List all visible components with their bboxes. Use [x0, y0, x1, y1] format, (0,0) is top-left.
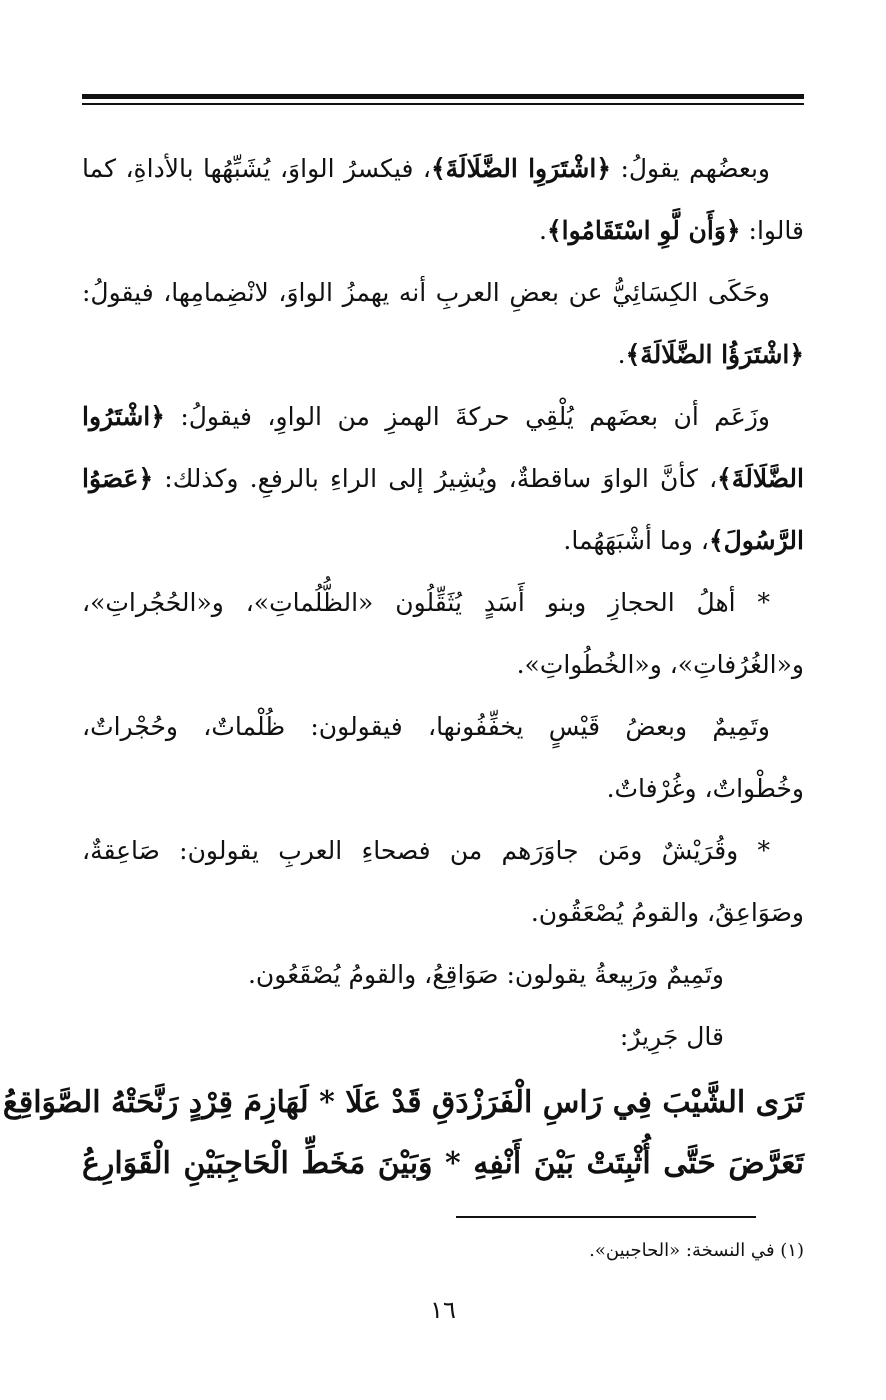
quran-quote: ﴿اشْتَرُوا الضَّلَالَةَ﴾ [82, 402, 804, 493]
poem-verse-2: تَعَرَّضَ حَتَّى أُثْبِتَتْ بَيْنَ أَنْفِهِ * وَبَيْنَ مَخَطِّ الْحَاجِبَيْنِ الْقَوَارِعُ [82, 1146, 804, 1181]
quran-quote: ﴿عَصَوُا الرَّسُولَ﴾ [82, 464, 804, 555]
text-segment: وتَمِيمٌ وبعضُ قَيْسٍ يخفِّفُونها، فيقولون: ظُلْماتٌ، وحُجْراتٌ، وخُطْواتٌ، وغُرْفاتٌ. [82, 712, 804, 803]
paragraph [82, 572, 804, 696]
text-segment: قال جَرِيرٌ: [619, 1022, 724, 1051]
footnote: (١) في النسخة: «الحاجبين». [589, 1240, 804, 1261]
text-segment: وبعضُهم يقولُ: [610, 154, 770, 183]
poem-verse-1: تَرَى الشَّيْبَ فِي رَاسِ الْفَرَزْدَقِ قَدْ عَلَا * لَهَازِمَ قِرْدٍ رَنَّحَتْهُ الصَّوَاقِعُ [2, 1085, 804, 1120]
paragraph [82, 1006, 804, 1068]
paragraph [82, 820, 804, 944]
quran-quote: ﴿اشْتَرَوِا الضَّلَالَةَ﴾ [431, 154, 611, 183]
quran-quote: ﴿اشْتَرَؤُا الضَّلَالَةَ﴾ [625, 340, 804, 369]
text-segment: . [617, 340, 626, 369]
text-segment: ، كأنَّ الواوَ ساقطةٌ، ويُشِيرُ إلى الراءِ بالرفعِ. وكذلك: [153, 464, 718, 493]
footnote-separator [456, 1216, 756, 1218]
paragraph [82, 696, 804, 820]
text-segment: ، فيكسرُ الواوَ، يُشَبِّهُها بالأداةِ، كما قالوا: [82, 154, 804, 245]
text-segment: وزَعَم أن بعضَهم يُلْقِي حركةَ الهمزِ من الواوِ، فيقولُ: [164, 402, 770, 431]
paragraph [82, 262, 804, 386]
text-segment: * وقُرَيْشٌ ومَن جاوَرَهم من فصحاءِ العربِ يقولون: صَاعِقةٌ، وصَوَاعِقُ، والقومُ يُصْعَقُون. [82, 836, 804, 927]
main-text [82, 138, 804, 1068]
paragraph [82, 944, 804, 1006]
text-segment: * أهلُ الحجازِ وبنو أَسَدٍ يُثَقِّلُون «الظُّلُماتِ»، و«الحُجُراتِ»، و«الغُرُفاتِ»، و«الخُطُواتِ». [82, 588, 804, 679]
text-segment: وحَكَى الكِسَائِيُّ عن بعضِ العربِ أنه يهمزُ الواوَ، لانْضِمامِها، فيقولُ: [82, 278, 770, 307]
text-segment: وتَمِيمٌ ورَبِيعةُ يقولون: صَوَاقِعُ، والقومُ يُصْقَعُون. [247, 960, 724, 989]
text-segment: . [539, 216, 547, 245]
header-rule-thin [82, 103, 804, 105]
page-number: ١٦ [430, 1296, 456, 1324]
paragraph [82, 138, 804, 262]
header-rule-thick [82, 94, 804, 99]
quran-quote: ﴿وَأَن لَّوِ اسْتَقَامُوا﴾ [547, 216, 741, 245]
paragraph [82, 386, 804, 572]
text-segment: ، وما أشْبَهَهُما. [563, 526, 709, 555]
